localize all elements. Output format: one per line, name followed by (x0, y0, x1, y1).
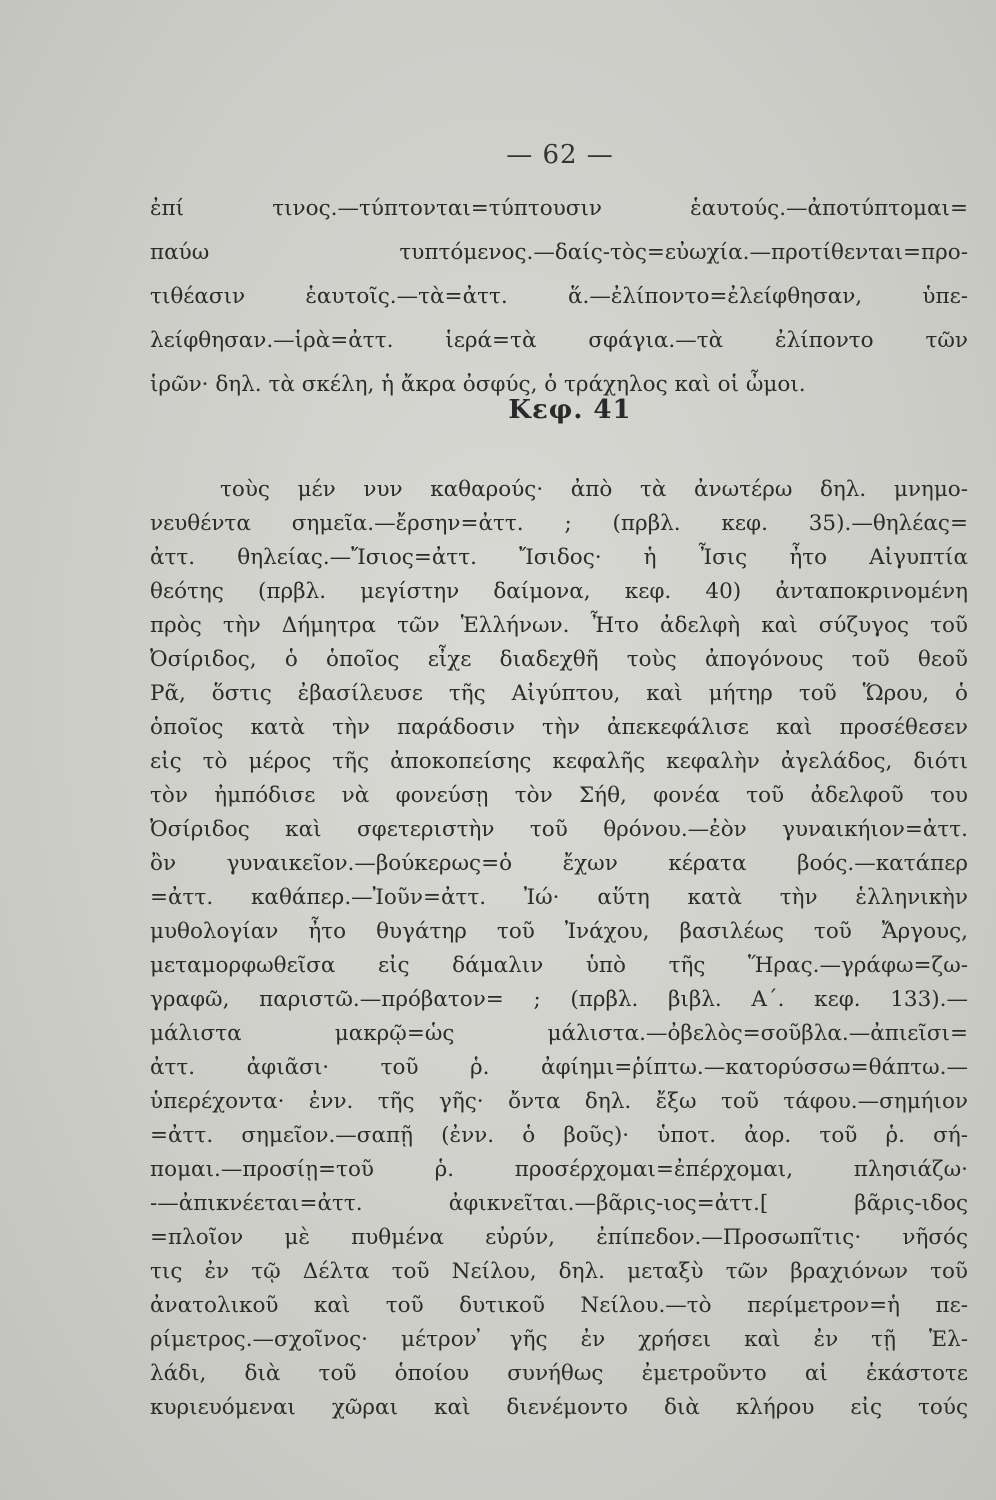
text-line: πομαι.—προσίῃ=τοῦ ῥ. προσέρχομαι=ἐπέρχομαι, πλησιάζω· (150, 1157, 968, 1182)
text-line: γραφῶ, παριστῶ.—πρόβατον= ; (πρβλ. βιβλ. Α΄. κεφ. 133).— (150, 987, 968, 1012)
chapter-heading: Κεφ. 41 (508, 395, 632, 425)
text-line: νευθέντα σημεῖα.—ἔρσην=ἀττ. ; (πρβλ. κεφ. 35).—θηλέας= (150, 511, 968, 536)
text-line: τιθέασιν ἑαυτοῖς.—τὰ=ἀττ. ἅ.—ἐλίποντο=ἐλείφθησαν, ὑπε- (150, 284, 968, 309)
page-number: — 62 — (506, 140, 614, 170)
text-line: πρὸς τὴν Δήμητρα τῶν Ἑλλήνων. Ἦτο ἀδελφὴ καὶ σύζυγος τοῦ (150, 613, 968, 638)
text-line: τις ἐν τῷ Δέλτα τοῦ Νείλου, δηλ. μεταξὺ τῶν βραχιόνων τοῦ (150, 1259, 968, 1284)
text-line: ρίμετρος.—σχοῖνος· μέτρον ̓γῆς ἐν χρήσει καὶ ἐν τῇ Ἑλ- (150, 1327, 968, 1352)
text-line: ὁποῖος κατὰ τὴν παράδοσιν τὴν ἀπεκεφάλισε καὶ προσέθεσεν (150, 715, 968, 740)
book-page (150, 0, 970, 1500)
text-line: ὑπερέχοντα· ἐνν. τῆς γῆς· ὄντα δηλ. ἔξω τοῦ τάφου.—σημήιον (150, 1089, 968, 1114)
text-line: κυριευόμεναι χῶραι καὶ διενέμοντο διὰ κλήρου εἰς τούς (150, 1395, 968, 1420)
text-line: μεταμορφωθεῖσα εἰς δάμαλιν ὑπὸ τῆς Ἥρας.—γράφω=ζω- (150, 953, 968, 978)
text-line: Ὀσίριδος καὶ σφετεριστὴν τοῦ θρόνου.—ἐὸν γυναικήιον=ἀττ. (150, 817, 968, 842)
text-line: θεότης (πρβλ. μεγίστην δαίμονα, κεφ. 40) ἀνταποκρινομένη (150, 579, 968, 604)
text-line: ἱρῶν· δηλ. τὰ σκέλη, ἡ ἄκρα ὀσφύς, ὁ τράχηλος καὶ οἱ ὦμοι. (150, 372, 806, 397)
text-line: Ὀσίριδος, ὁ ὁποῖος εἶχε διαδεχθῆ τοὺς ἀπογόνους τοῦ θεοῦ (150, 647, 968, 672)
text-line: μυθολογίαν ἦτο θυγάτηρ τοῦ Ἰνάχου, βασιλέως τοῦ Ἄργους, (150, 919, 968, 944)
text-line: =ἀττ. καθάπερ.—Ἰοῦν=ἀττ. Ἰώ· αὕτη κατὰ τὴν ἑλληνικὴν (150, 885, 968, 910)
text-line: ἀνατολικοῦ καὶ τοῦ δυτικοῦ Νείλου.—τὸ περίμετρον=ἡ πε- (150, 1293, 968, 1318)
text-line: ὂν γυναικεῖον.—βούκερως=ὁ ἔχων κέρατα βοός.—κατάπερ (150, 851, 968, 876)
text-line: =πλοῖον μὲ πυθμένα εὐρύν, ἐπίπεδον.—Προσωπῖτις· νῆσός (150, 1225, 968, 1250)
text-line: τὸν ἠμπόδισε νὰ φονεύσῃ τὸν Σήθ, φονέα τοῦ ἀδελφοῦ του (150, 783, 968, 808)
text-line: εἰς τὸ μέρος τῆς ἀποκοπείσης κεφαλῆς κεφαλὴν ἀγελάδος, διότι (150, 749, 968, 774)
text-line: ἐπί τινος.—τύπτονται=τύπτουσιν ἑαυτούς.—ἀποτύπτομαι= (150, 196, 968, 221)
text-line: Ρᾶ, ὅστις ἐβασίλευσε τῆς Αἰγύπτου, καὶ μήτηρ τοῦ Ὥρου, ὁ (150, 681, 968, 706)
text-line: παύω τυπτόμενος.—δαίς-τὸς=εὐωχία.—προτίθενται=προ- (150, 240, 968, 265)
text-line: τοὺς μέν νυν καθαρούς· ἀπὸ τὰ ἀνωτέρω δηλ. μνημο- (220, 477, 968, 502)
text-line: μάλιστα μακρῷ=ὡς μάλιστα.—ὀβελὸς=σοῦβλα.—ἀπιεῖσι= (150, 1021, 968, 1046)
text-line: ἀττ. θηλείας.—Ἴσιος=ἀττ. Ἴσιδος· ἡ Ἶσις ἦτο Αἰγυπτία (150, 545, 968, 570)
text-line: =ἀττ. σημεῖον.—σαπῇ (ἐνν. ὁ βοῦς)· ὑποτ. ἀορ. τοῦ ῥ. σή- (150, 1123, 968, 1148)
text-line: λείφθησαν.—ἱρὰ=ἀττ. ἱερά=τὰ σφάγια.—τὰ ἐλίποντο τῶν (150, 328, 968, 353)
text-line: ἀττ. ἀφιᾶσι· τοῦ ῥ. ἀφίημι=ῥίπτω.—κατορύσσω=θάπτω.— (150, 1055, 968, 1080)
text-line: -—ἀπικνέεται=ἀττ. ἀφικνεῖται.—βᾶρις-ιος=ἀττ.[ βᾶρις-ιδος (150, 1191, 968, 1216)
text-line: λάδι, διὰ τοῦ ὁποίου συνήθως ἐμετροῦντο αἱ ἑκάστοτε (150, 1361, 968, 1386)
